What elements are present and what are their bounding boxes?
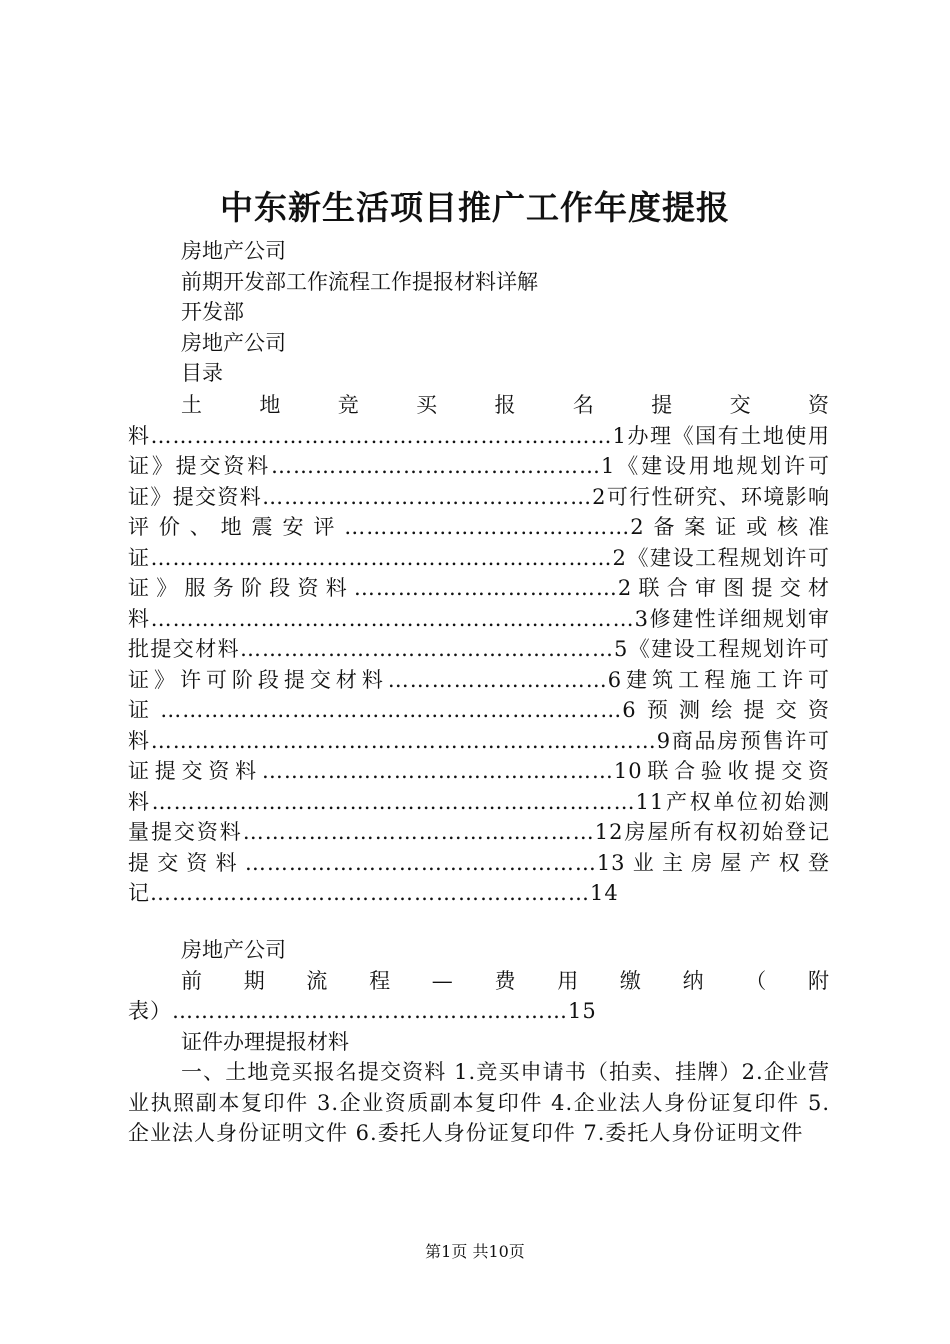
fees-toc-entry: 前期流程—费用缴纳（附表）………………………………………………15 bbox=[128, 968, 830, 1023]
subtitle-line: 前期开发部工作流程工作提报材料详解 bbox=[181, 269, 538, 294]
table-of-contents: 土地竞买报名提交资料………………………………………………………1办理《国有土地使用证》提交资料………………………………………1《建设用地规划许可证》提交资料………………………………………2可行性研究、环境影响评价、地震安评…………………………………2备案证或核准证………………………………………………………2《建设工程规划许可证》服务阶段资料………………………………2联合审图提交材料…………………………………………………………3修建性详细规划审批提交材料……………………………………………5《建设工程规划许可证》许可阶段提交材料…………………………6建筑工程施工许可证………………………………………………………6预测绘提交资料……………………………………………………………9商品房预售许可证提交资料…………………………………………10联合验收提交资料…………………………………………………………11产权单位初始测量提交资料…………………………………………12房屋所有权初始登记提交资料…………………………………………13业主房屋产权登记……………………………………………………14 bbox=[128, 393, 830, 905]
contents-heading: 目录 bbox=[181, 361, 223, 385]
company-line: 房地产公司 bbox=[181, 330, 286, 355]
department-line: 开发部 bbox=[181, 300, 244, 324]
document-body bbox=[128, 935, 830, 1149]
company-line: 房地产公司 bbox=[181, 938, 286, 962]
section-paragraph: 一、土地竞买报名提交资料 1.竞买申请书（拍卖、挂牌）2.企业营业执照副本复印件 3.企业资质副本复印件 4.企业法人身份证复印件 5.企业法人身份证明文件 6.委托人身份证复印件 7.委托人身份证明文件 bbox=[128, 1060, 830, 1145]
document-header-lines bbox=[128, 236, 830, 389]
section-heading: 证件办理提报材料 bbox=[181, 1029, 349, 1054]
page-footer: 第1页 共10页 bbox=[425, 1242, 525, 1261]
document-title: 中东新生活项目推广工作年度提报 bbox=[220, 188, 730, 227]
company-line: 房地产公司 bbox=[181, 239, 286, 263]
